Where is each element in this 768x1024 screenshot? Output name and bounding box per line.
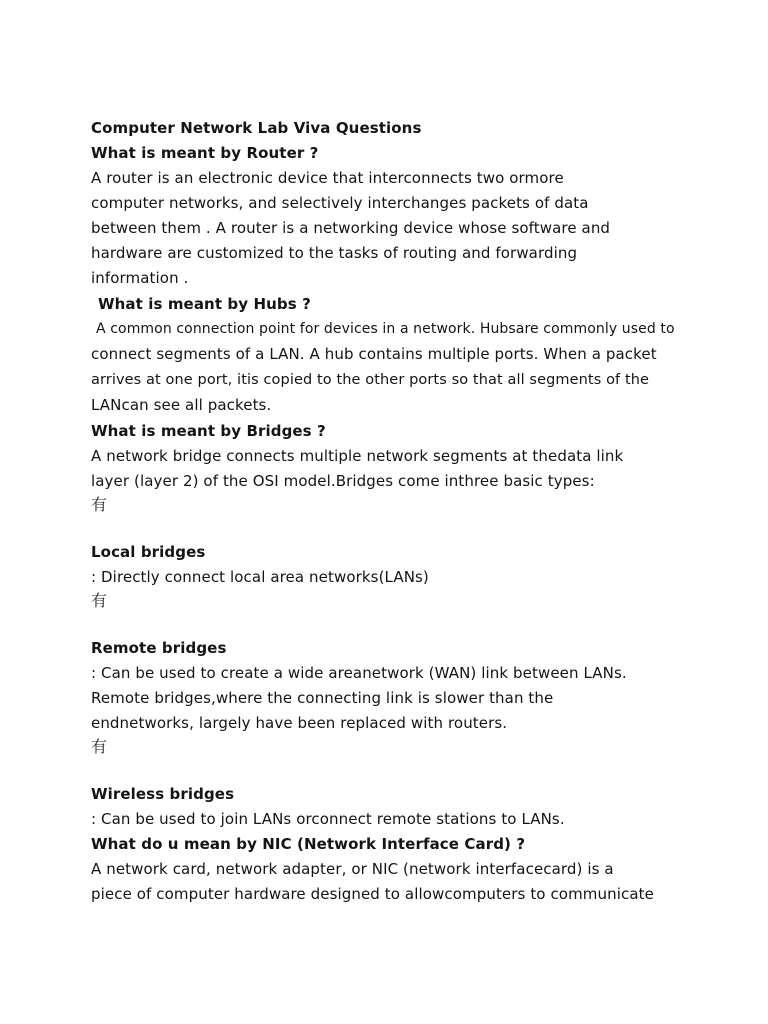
hubs-text-line: A common connection point for devices in a network. Hubsare commonly used to: [96, 321, 675, 337]
wireless-bridges-heading: Wireless bridges: [91, 785, 235, 803]
wireless-bridges-text-line: : Can be used to join LANs orconnect remote stations to LANs.: [91, 810, 565, 828]
router-text-line: computer networks, and selectively interchanges packets of data: [91, 194, 589, 212]
remote-bridges-text-line: : Can be used to create a wide areanetwork (WAN) link between LANs.: [91, 664, 627, 682]
router-text-line: A router is an electronic device that interconnects two ormore: [91, 169, 564, 187]
router-text-line: information .: [91, 269, 189, 287]
local-bridges-text-line: : Directly connect local area networks(LANs): [91, 568, 429, 586]
bridges-question: What is meant by Bridges ?: [91, 422, 326, 440]
bridges-text-line: layer (layer 2) of the OSI model.Bridges come inthree basic types:: [91, 472, 595, 490]
router-question: What is meant by Router ?: [91, 144, 319, 162]
bridges-text-line: A network bridge connects multiple network segments at thedata link: [91, 447, 624, 465]
nic-question: What do u mean by NIC (Network Interface Card) ?: [91, 835, 526, 853]
hubs-text-line: LANcan see all packets.: [91, 396, 272, 414]
hubs-text-line: connect segments of a LAN. A hub contains multiple ports. When a packet: [91, 345, 657, 363]
bullet-glyph: 有: [91, 495, 108, 514]
nic-text-line: piece of computer hardware designed to allowcomputers to communicate: [91, 885, 654, 903]
hubs-text-line: arrives at one port, itis copied to the other ports so that all segments of the: [91, 372, 650, 388]
remote-bridges-text-line: Remote bridges,where the connecting link is slower than the: [91, 689, 554, 707]
remote-bridges-text-line: endnetworks, largely have been replaced with routers.: [91, 714, 508, 732]
bullet-glyph: 有: [91, 737, 108, 756]
nic-text-line: A network card, network adapter, or NIC (network interfacecard) is a: [91, 860, 614, 878]
hubs-question: What is meant by Hubs ?: [98, 295, 311, 313]
local-bridges-heading: Local bridges: [91, 543, 206, 561]
bullet-glyph: 有: [91, 591, 108, 610]
document-title: Computer Network Lab Viva Questions: [91, 119, 422, 137]
remote-bridges-heading: Remote bridges: [91, 639, 227, 657]
router-text-line: between them . A router is a networking device whose software and: [91, 219, 611, 237]
router-text-line: hardware are customized to the tasks of routing and forwarding: [91, 244, 578, 262]
